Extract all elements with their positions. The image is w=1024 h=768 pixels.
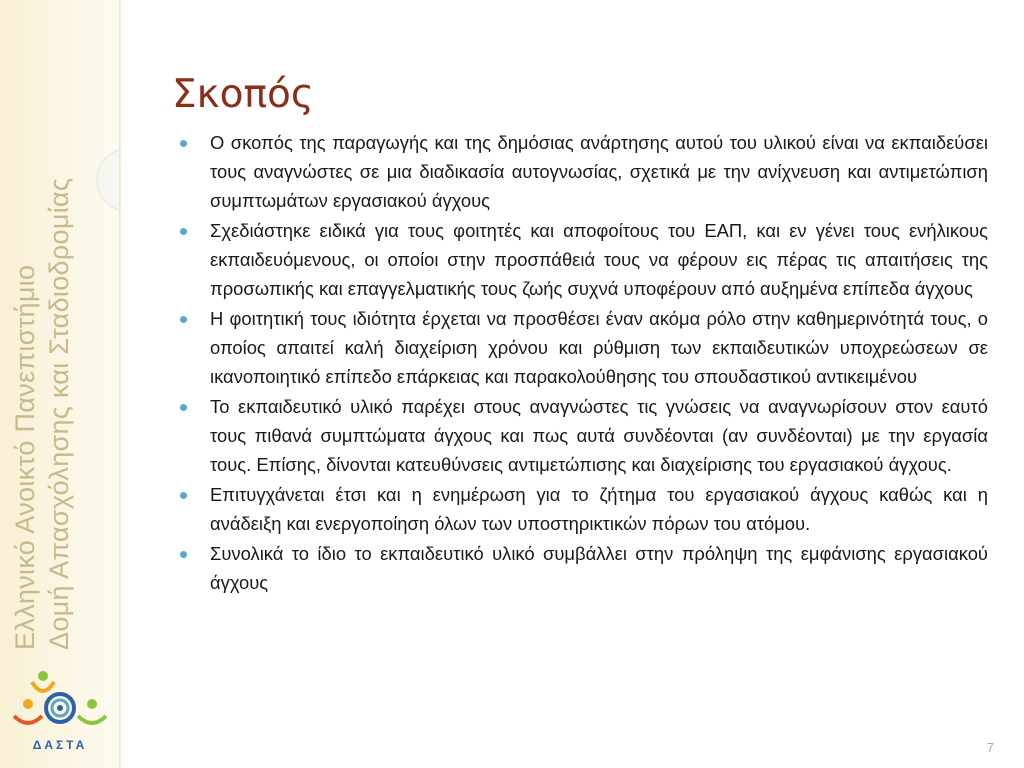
bullet-text: Το εκπαιδευτικό υλικό παρέχει στους αναγνώστες τις γνώσεις να αναγνωρίσουν στον εαυτό τους πιθανά συμπτώματα άγχους και πως αυτά συνδέονται (αν συνδέονται) με την εργασία τους. Επίσης, δίνονται κατευθύνσεις αντιμετώπισης και διαχείρισης του εργασιακού άγχους. xyxy=(210,396,988,475)
bullet-dot-icon xyxy=(180,551,187,558)
institution-name: Ελληνικό Ανοικτό Πανεπιστήμιο xyxy=(10,264,40,650)
bullet-dot-icon xyxy=(180,316,187,323)
bullet-text: Σχεδιάστηκε ειδικά για τους φοιτητές και αποφοίτους του ΕΑΠ, και εν γένει τους ενήλικους εκπαιδευόμενους, οι οποίοι στην προσπάθειά τους να φέρουν εις πέρας τις απαιτήσεις της προσωπικής και επαγγελματικής τους ζωής συχνά υποφέρουν από αυξημένα επίπεδα άγχους xyxy=(210,220,988,299)
department-name: Δομή Απασχόλησης και Σταδιοδρομίας xyxy=(44,177,74,650)
bullet-text: Συνολικά το ίδιο το εκπαιδευτικό υλικό συμβάλλει στην πρόληψη της εμφάνισης εργασιακού άγχους xyxy=(210,543,988,593)
decorative-circle xyxy=(96,148,119,212)
sidebar-panel xyxy=(0,0,119,768)
bullet-text: Η φοιτητική τους ιδιότητα έρχεται να προσθέσει έναν ακόμα ρόλο στην καθημερινότητά τους, ο οποίος απαιτεί καλή διαχείριση χρόνου και ρύθμιση των εκπαιδευτικών υποχρεώσεων σε ικανοποιητικό επίπεδο επάρκειας και παρακολούθησης του σπουδαστικού αντικειμένου xyxy=(210,308,988,387)
bullet-text: Ο σκοπός της παραγωγής και της δημόσιας ανάρτησης αυτού του υλικού είναι να εκπαιδεύσει τους αναγνώστες σε μια διαδικασία αυτογνωσίας, σχετικά με την ανίχνευση και αντιμετώπιση συμπτωμάτων εργασιακού άγχους xyxy=(210,132,988,211)
bullet-item xyxy=(178,304,988,391)
bullet-dot-icon xyxy=(180,228,187,235)
bullet-item xyxy=(178,539,988,597)
bullet-item xyxy=(178,392,988,479)
institution-vertical-text xyxy=(8,110,76,650)
bullet-item xyxy=(178,216,988,303)
page-number: 7 xyxy=(986,740,994,755)
bullet-dot-icon xyxy=(180,404,187,411)
bullet-dot-icon xyxy=(180,140,187,147)
sidebar-edge xyxy=(119,0,122,768)
logo-label: ΔΑΣΤΑ xyxy=(32,738,88,752)
bullet-dot-icon xyxy=(180,492,187,499)
bullet-item xyxy=(178,480,988,538)
slide-title: Σκοπός xyxy=(172,72,314,117)
bullet-item xyxy=(178,128,988,215)
bullet-list xyxy=(178,128,988,598)
bullet-text: Επιτυγχάνεται έτσι και η ενημέρωση για το ζήτημα του εργασιακού άγχους καθώς και η ανάδειξη και ενεργοποίηση όλων των υποστηρικτικών πόρων του ατόμου. xyxy=(210,484,988,534)
